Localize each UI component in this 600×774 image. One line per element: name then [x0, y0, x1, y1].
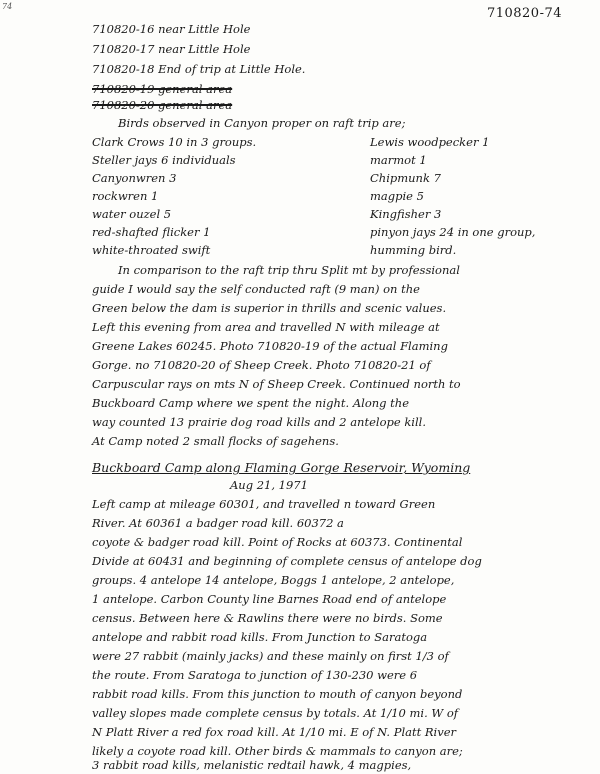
page-code: 710820-74 — [486, 6, 562, 21]
paragraph-line: likely a coyote road kill. Other birds & mammals to canyon are; — [92, 744, 463, 758]
bird-entry: Canyonwren 3 — [92, 171, 177, 185]
paragraph-line: coyote & badger road kill. Point of Rocks at 60373. Continental — [92, 535, 463, 549]
bird-entry: magpie 5 — [370, 189, 424, 203]
paragraph-line: Greene Lakes 60245. Photo 710820-19 of the actual Flaming — [92, 339, 448, 353]
bird-entry: humming bird. — [370, 243, 457, 257]
paragraph-line: guide I would say the self conducted raft (9 man) on the — [92, 282, 420, 296]
paragraph-line: Divide at 60431 and beginning of complete census of antelope dog — [92, 554, 482, 568]
section-date: Aug 21, 1971 — [230, 478, 308, 492]
margin-page-mark: 74 — [2, 2, 13, 11]
paragraph-line: census. Between here & Rawlins there were no birds. Some — [92, 611, 443, 625]
paragraph-line: N Platt River a red fox road kill. At 1/10 mi. E of N. Platt River — [92, 725, 457, 739]
bird-entry: red-shafted flicker 1 — [92, 225, 211, 239]
paragraph-line: Left camp at mileage 60301, and travelled n toward Green — [92, 497, 436, 511]
paragraph-line: River. At 60361 a badger road kill. 60372 a — [92, 516, 344, 530]
bird-entry: white-throated swift — [92, 243, 211, 257]
paragraph-line: antelope and rabbit road kills. From Junction to Saratoga — [92, 630, 428, 644]
paragraph-line: valley slopes made complete census by totals. At 1/10 mi. W of — [92, 706, 459, 720]
paragraph-line: rabbit road kills. From this junction to mouth of canyon beyond — [92, 687, 463, 701]
paragraph-line: 1 antelope. Carbon County line Barnes Road end of antelope — [92, 592, 447, 606]
paragraph-line: Carpuscular rays on mts N of Sheep Creek. Continued north to — [92, 377, 461, 391]
paragraph-line: way counted 13 prairie dog road kills and 2 antelope kill. — [92, 415, 426, 429]
bird-entry: marmot 1 — [370, 153, 427, 167]
photo-log-line: 710820-17 near Little Hole — [92, 42, 251, 56]
paragraph-line: Gorge. no 710820-20 of Sheep Creek. Photo 710820-21 of — [92, 358, 431, 372]
photo-log-line: 710820-16 near Little Hole — [92, 22, 251, 36]
bird-entry: water ouzel 5 — [92, 207, 172, 221]
paragraph-line: At Camp noted 2 small flocks of sagehens. — [92, 434, 339, 448]
paragraph-line: Green below the dam is superior in thrills and scenic values. — [92, 301, 447, 315]
paragraph-line: groups. 4 antelope 14 antelope, Boggs 1 antelope, 2 antelope, — [92, 573, 455, 587]
bird-entry: Chipmunk 7 — [370, 171, 441, 185]
birds-intro: Birds observed in Canyon proper on raft trip are; — [118, 116, 406, 130]
paragraph-line: Buckboard Camp where we spent the night. Along the — [92, 396, 410, 410]
paragraph-line: In comparison to the raft trip thru Split mt by professional — [118, 263, 460, 277]
bird-entry: Lewis woodpecker 1 — [370, 135, 490, 149]
paragraph-line: 3 rabbit road kills, melanistic redtail hawk, 4 magpies, — [92, 758, 412, 772]
section-heading: Buckboard Camp along Flaming Gorge Reservoir, Wyoming — [92, 460, 471, 475]
photo-log-line-struck: 710820-20 general area — [92, 98, 233, 112]
paragraph-line: the route. From Saratoga to junction of 130-230 were 6 — [92, 668, 418, 682]
bird-entry: Steller jays 6 individuals — [92, 153, 236, 167]
photo-log-line: 710820-18 End of trip at Little Hole. — [92, 62, 306, 76]
photo-log-line-struck: 710820-19 general area — [92, 82, 233, 96]
bird-entry: Clark Crows 10 in 3 groups. — [92, 135, 257, 149]
paragraph-line: were 27 rabbit (mainly jacks) and these mainly on first 1/3 of — [92, 649, 449, 663]
bird-entry: pinyon jays 24 in one group, — [370, 225, 536, 239]
paragraph-line: Left this evening from area and travelled N with mileage at — [92, 320, 440, 334]
bird-entry: rockwren 1 — [92, 189, 159, 203]
bird-entry: Kingfisher 3 — [370, 207, 442, 221]
